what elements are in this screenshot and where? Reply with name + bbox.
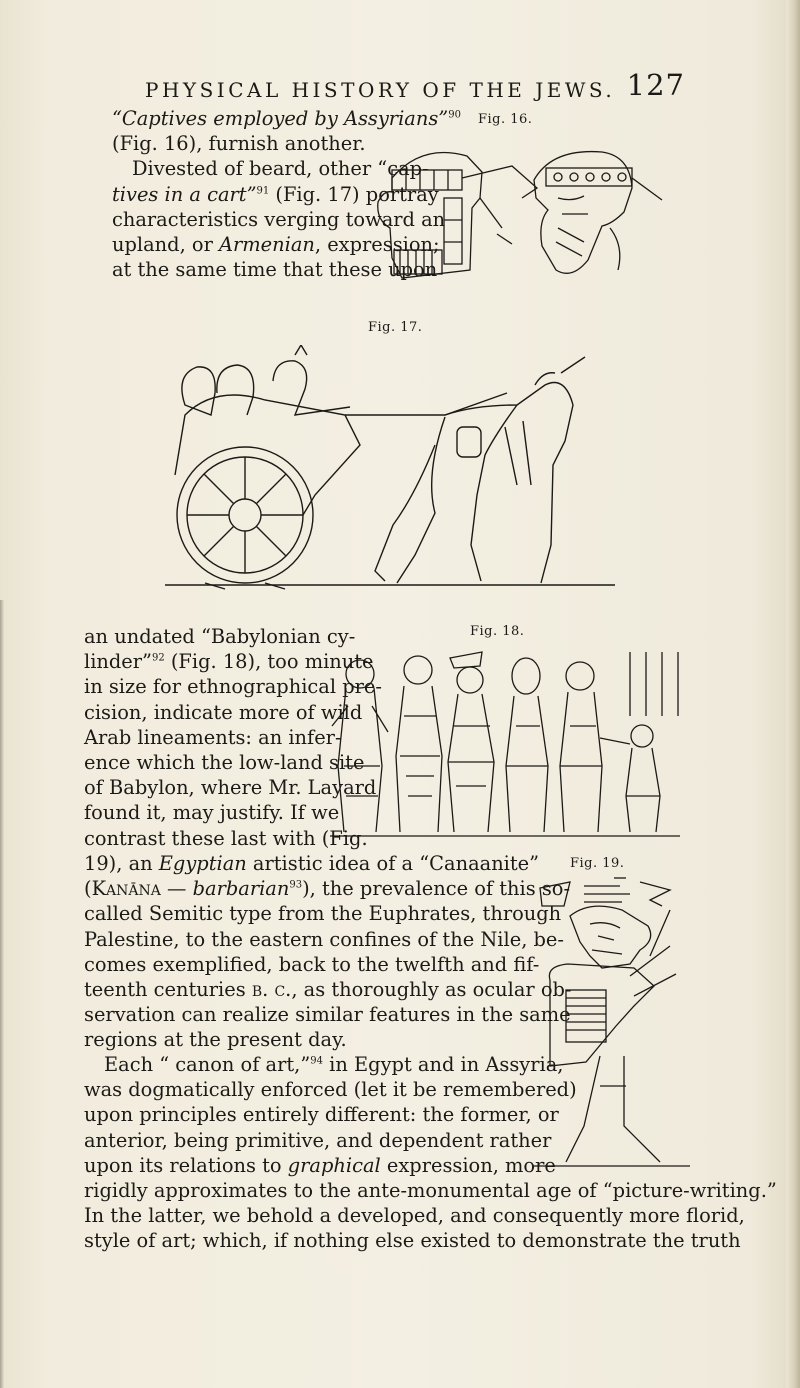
text-span: 19), an	[84, 852, 159, 875]
text-span: expression, more	[380, 1153, 556, 1177]
text-span: ), the prevalence of this so-	[302, 877, 571, 901]
text-span: upon its relations to	[84, 1153, 288, 1177]
term-egyptian: Egyptian	[158, 852, 247, 875]
text-line: rigidly approximates to the ante-monumental age of “picture-writing.”	[84, 1179, 777, 1202]
text-line: (Fig. 16), furnish another.	[112, 132, 366, 156]
text-line: In the latter, we behold a developed, and consequently more florid,	[84, 1204, 745, 1228]
text-line: cision, indicate more of wild	[84, 700, 363, 724]
text-line: ence which the low-land site	[84, 751, 365, 775]
text-span: (Fig. 18), too minute	[164, 650, 374, 674]
fig-17-illustration	[145, 345, 645, 600]
quote-captives-cart: tives in a cart”	[112, 182, 257, 206]
text-span: (Fig. 17) portray	[269, 182, 439, 206]
fig-17-label: Fig. 17.	[368, 320, 423, 335]
fig-19-label: Fig. 19.	[570, 856, 625, 871]
footnote-ref-91: 91	[256, 185, 270, 197]
text-span: , expression;	[314, 233, 440, 257]
term-bc: b. c.	[251, 978, 292, 1002]
paragraph-2-continued	[84, 851, 572, 1053]
text-line: contrast these last with (Fig.	[84, 826, 368, 850]
text-span: Each “ canon of art,”	[104, 1053, 311, 1076]
running-header	[145, 68, 685, 102]
paragraph-3-full-width	[84, 1178, 777, 1254]
text-span: artistic idea of a “Canaanite”	[246, 852, 540, 875]
text-line: Divested of beard, other “cap-	[132, 157, 429, 181]
text-span: upland, or	[112, 233, 219, 257]
gutter-shadow	[0, 600, 4, 1388]
page-edge-shadow	[786, 0, 800, 1388]
term-armenian: Armenian	[219, 233, 315, 257]
text-line: of Babylon, where Mr. Layard	[84, 776, 377, 800]
fig-16-label: Fig. 16.	[478, 112, 533, 127]
text-line: in size for ethnographical pre-	[84, 675, 382, 699]
fig-19-illustration	[530, 876, 695, 1176]
text-line: characteristics verging toward an	[112, 207, 446, 231]
text-line: found it, may justify. If we	[84, 801, 340, 825]
fig-16-illustration	[362, 138, 672, 288]
quote-captives: “Captives employed by Assyrians”	[112, 107, 449, 130]
term-kanana: (Kanāna	[84, 877, 161, 901]
text-line: comes exemplified, back to the twelfth and fif-	[84, 952, 540, 976]
text-line: anterior, being primitive, and dependent rather	[84, 1128, 552, 1152]
text-span: in Egypt and in Assyria,	[323, 1053, 564, 1076]
text-line: at the same time that these upon	[112, 258, 438, 282]
text-span: teenth centuries	[84, 978, 252, 1002]
footnote-ref-93: 93	[289, 879, 303, 891]
term-barbarian: barbarian	[192, 877, 290, 901]
paragraph-2	[84, 624, 382, 851]
text-line: Arab lineaments: an infer-	[84, 725, 342, 749]
footnote-ref-90: 90	[448, 109, 461, 121]
fig-18-label: Fig. 18.	[470, 624, 525, 639]
text-line: Palestine, to the eastern confines of the Nile, be-	[84, 927, 564, 951]
text-line: called Semitic type from the Euphrates, through	[84, 902, 562, 926]
text-line: servation can realize similar features in the same	[84, 1003, 571, 1027]
paragraph-1	[112, 106, 461, 282]
paragraph-3	[84, 1052, 577, 1178]
text-line: style of art; which, if nothing else existed to demonstrate the truth	[84, 1229, 741, 1253]
page-number: 127	[626, 68, 685, 102]
text-line: upon principles entirely different: the former, or	[84, 1103, 559, 1127]
footnote-ref-94: 94	[310, 1055, 323, 1067]
running-title: PHYSICAL HISTORY OF THE JEWS.	[145, 78, 616, 102]
text-span: linder”	[84, 650, 152, 674]
text-span: , as thoroughly as ocular ob-	[291, 978, 572, 1002]
text-span: —	[160, 877, 193, 901]
text-line: was dogmatically enforced (let it be remembered)	[84, 1078, 577, 1102]
text-line: an undated “Babylonian cy-	[84, 625, 356, 648]
footnote-ref-92: 92	[151, 652, 165, 664]
term-graphical: graphical	[287, 1153, 381, 1177]
text-line: regions at the present day.	[84, 1028, 347, 1052]
fig-18-illustration	[330, 646, 686, 842]
